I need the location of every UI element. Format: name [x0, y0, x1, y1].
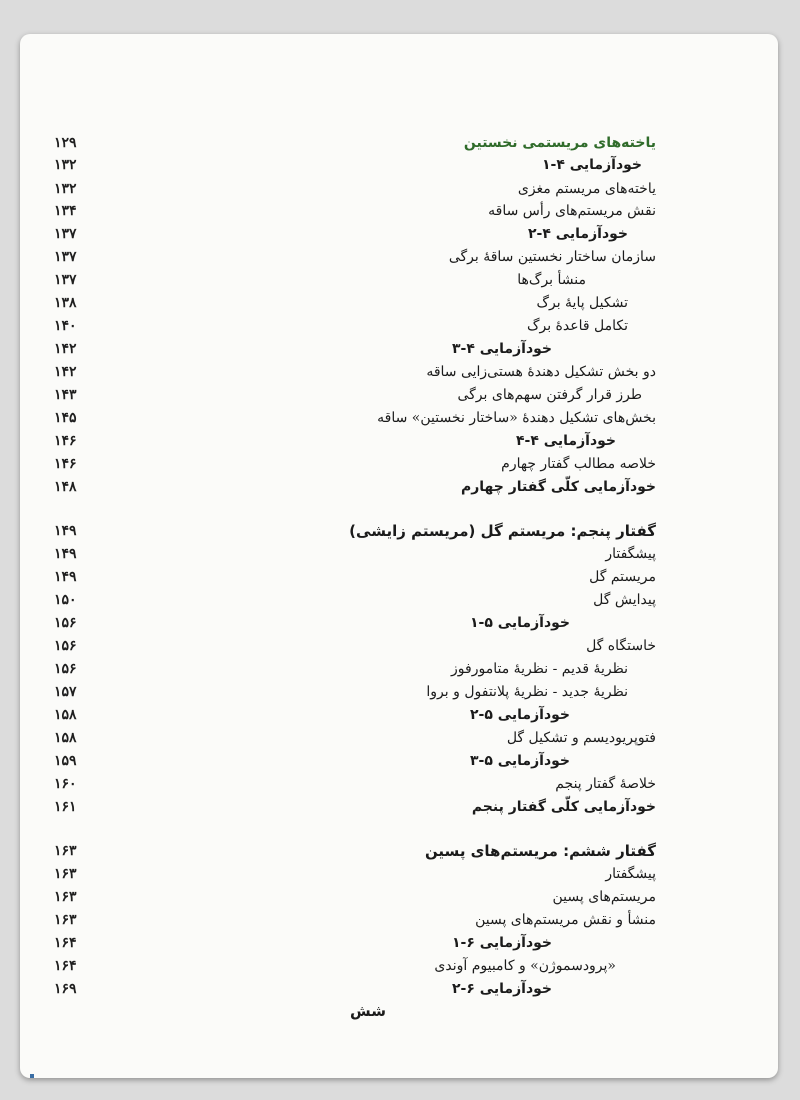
toc-entry-title: منشأ برگ‌ها	[517, 272, 586, 288]
chapter-heading	[54, 840, 656, 862]
toc-entry-title: مریستم‌های پسین	[552, 889, 656, 905]
toc-entry-page: ۱۵۰	[54, 592, 77, 608]
toc-entry	[54, 773, 656, 795]
toc-entry	[54, 978, 656, 1000]
toc-entry-page: ۱۶۳	[54, 843, 77, 859]
toc-entry-page: ۱۵۹	[54, 753, 77, 769]
toc-entry-page: ۱۳۷	[54, 226, 77, 242]
toc-entry	[54, 384, 656, 406]
toc-entry-page: ۱۶۳	[54, 889, 77, 905]
toc-entry-title: خودآزمایی کلّی گفتار چهارم	[460, 479, 656, 495]
toc-entry	[54, 430, 656, 452]
toc-entry-title: پیدایش گل	[593, 592, 656, 608]
toc-entry	[54, 132, 656, 154]
toc-entry-page: ۱۶۱	[54, 799, 77, 815]
toc-entry-page: ۱۴۳	[54, 387, 77, 403]
toc-entry-page: ۱۴۲	[54, 364, 77, 380]
toc-entry-title: نظریهٔ جدید - نظریهٔ پلانتفول و بروا	[426, 684, 628, 700]
toc-entry-page: ۱۳۴	[54, 203, 77, 219]
document-page	[20, 34, 778, 1078]
toc-entry	[54, 246, 656, 268]
toc-entry-page: ۱۴۲	[54, 341, 77, 357]
binding-mark	[30, 1074, 34, 1078]
toc-entry-page: ۱۶۴	[54, 935, 77, 951]
toc-entry-page: ۱۴۹	[54, 546, 77, 562]
chapter-heading	[54, 520, 656, 542]
toc-entry-page: ۱۳۸	[54, 295, 77, 311]
toc-entry-page: ۱۳۲	[54, 181, 77, 197]
toc-entry	[54, 727, 656, 749]
toc-entry	[54, 932, 656, 954]
toc-entry-page: ۱۶۳	[54, 912, 77, 928]
toc-entry	[54, 543, 656, 565]
chapter-title: گفتار ششم: مریستم‌های پسین	[424, 842, 656, 860]
toc-entry-page: ۱۴۰	[54, 318, 77, 334]
toc-entry-title: یاخته‌های مریستم مغزی	[517, 181, 656, 197]
toc-entry-title: خودآزمایی ۶-۱	[451, 935, 552, 951]
toc-entry-title: «پرودسموژن» و کامبیوم آوندی	[434, 958, 616, 974]
toc-entry-title: سازمان ساختار نخستین ساقهٔ برگی	[448, 249, 656, 265]
toc-entry-title: تکامل قاعدهٔ برگ	[526, 318, 628, 334]
toc-entry	[54, 269, 656, 291]
toc-entry	[54, 407, 656, 429]
toc-entry-page: ۱۳۲	[54, 157, 77, 173]
toc-entry-page: ۱۴۹	[54, 523, 77, 539]
toc-entry-title: خودآزمایی ۵-۲	[469, 707, 570, 723]
toc-entry-page: ۱۶۳	[54, 866, 77, 882]
toc-entry-title: منشأ و نقش مریستم‌های پسین	[475, 912, 656, 928]
toc-entry-title: خلاصه مطالب گفتار چهارم	[501, 456, 656, 472]
table-of-contents	[54, 132, 656, 997]
toc-entry	[54, 292, 656, 314]
toc-entry	[54, 750, 656, 772]
toc-entry-title: نظریهٔ قدیم - نظریهٔ متامورفوز	[451, 661, 628, 677]
toc-entry	[54, 658, 656, 680]
toc-entry-title: خودآزمایی ۴-۱	[541, 157, 642, 173]
toc-entry	[54, 223, 656, 245]
toc-entry-page: ۱۳۷	[54, 272, 77, 288]
chapter-title: گفتار پنجم: مریستم گل (مریستم زایشی)	[349, 522, 656, 540]
toc-entry-page: ۱۴۹	[54, 569, 77, 585]
toc-entry-title: خودآزمایی ۶-۲	[451, 981, 552, 997]
toc-entry-page: ۱۵۸	[54, 730, 77, 746]
toc-entry-title: خاستگاه گل	[586, 638, 656, 654]
toc-entry-title: مریستم گل	[589, 569, 656, 585]
toc-entry-title: فتوپریودیسم و تشکیل گل	[506, 730, 656, 746]
toc-entry-title: نقش مریستم‌های رأس ساقه	[488, 203, 656, 219]
toc-entry-title: خودآزمایی ۴-۳	[451, 341, 552, 357]
toc-entry-page: ۱۲۹	[54, 135, 77, 151]
toc-entry-title: پیشگفتار	[605, 546, 656, 562]
toc-entry-title: پیشگفتار	[605, 866, 656, 882]
toc-entry	[54, 635, 656, 657]
toc-entry	[54, 200, 656, 222]
toc-entry	[54, 704, 656, 726]
page-number-footer: شش	[350, 1002, 386, 1020]
toc-entry-title: خلاصهٔ گفتار پنجم	[555, 776, 656, 792]
toc-entry-page: ۱۶۹	[54, 981, 77, 997]
toc-entry	[54, 863, 656, 885]
toc-entry-title: خودآزمایی ۴-۲	[527, 226, 628, 242]
toc-entry-page: ۱۴۶	[54, 456, 77, 472]
toc-entry-title: خودآزمایی ۴-۴	[515, 433, 616, 449]
toc-entry	[54, 909, 656, 931]
toc-entry	[54, 796, 656, 818]
toc-entry	[54, 338, 656, 360]
toc-entry-page: ۱۴۶	[54, 433, 77, 449]
toc-entry	[54, 612, 656, 634]
toc-entry-title: خودآزمایی کلّی گفتار پنجم	[471, 799, 656, 815]
toc-entry-page: ۱۵۶	[54, 661, 77, 677]
toc-entry	[54, 476, 656, 498]
toc-entry	[54, 955, 656, 977]
toc-entry	[54, 178, 656, 200]
toc-entry-page: ۱۴۵	[54, 410, 77, 426]
toc-entry-title: طرز قرار گرفتن سهم‌های برگی	[457, 387, 642, 403]
toc-entry	[54, 566, 656, 588]
toc-entry-title: بخش‌های تشکیل دهندهٔ «ساختار نخستین» ساقه	[377, 410, 656, 426]
toc-entry-title: یاخته‌های مریستمی نخستین	[463, 135, 656, 151]
toc-entry	[54, 453, 656, 475]
toc-entry-page: ۱۵۸	[54, 707, 77, 723]
toc-entry	[54, 589, 656, 611]
toc-entry-page: ۱۵۶	[54, 615, 77, 631]
toc-entry-title: خودآزمایی ۵-۱	[469, 615, 570, 631]
toc-entry-title: خودآزمایی ۵-۳	[469, 753, 570, 769]
toc-entry	[54, 361, 656, 383]
toc-entry-title: دو بخش تشکیل دهندهٔ هستی‌زایی ساقه	[426, 364, 656, 380]
toc-entry	[54, 681, 656, 703]
toc-entry-page: ۱۵۷	[54, 684, 77, 700]
toc-entry-page: ۱۴۸	[54, 479, 77, 495]
toc-entry-page: ۱۳۷	[54, 249, 77, 265]
toc-entry-page: ۱۶۰	[54, 776, 77, 792]
toc-entry	[54, 886, 656, 908]
toc-entry	[54, 154, 656, 176]
toc-entry-title: تشکیل پایهٔ برگ	[536, 295, 628, 311]
toc-entry-page: ۱۶۴	[54, 958, 77, 974]
toc-entry	[54, 315, 656, 337]
toc-entry-page: ۱۵۶	[54, 638, 77, 654]
